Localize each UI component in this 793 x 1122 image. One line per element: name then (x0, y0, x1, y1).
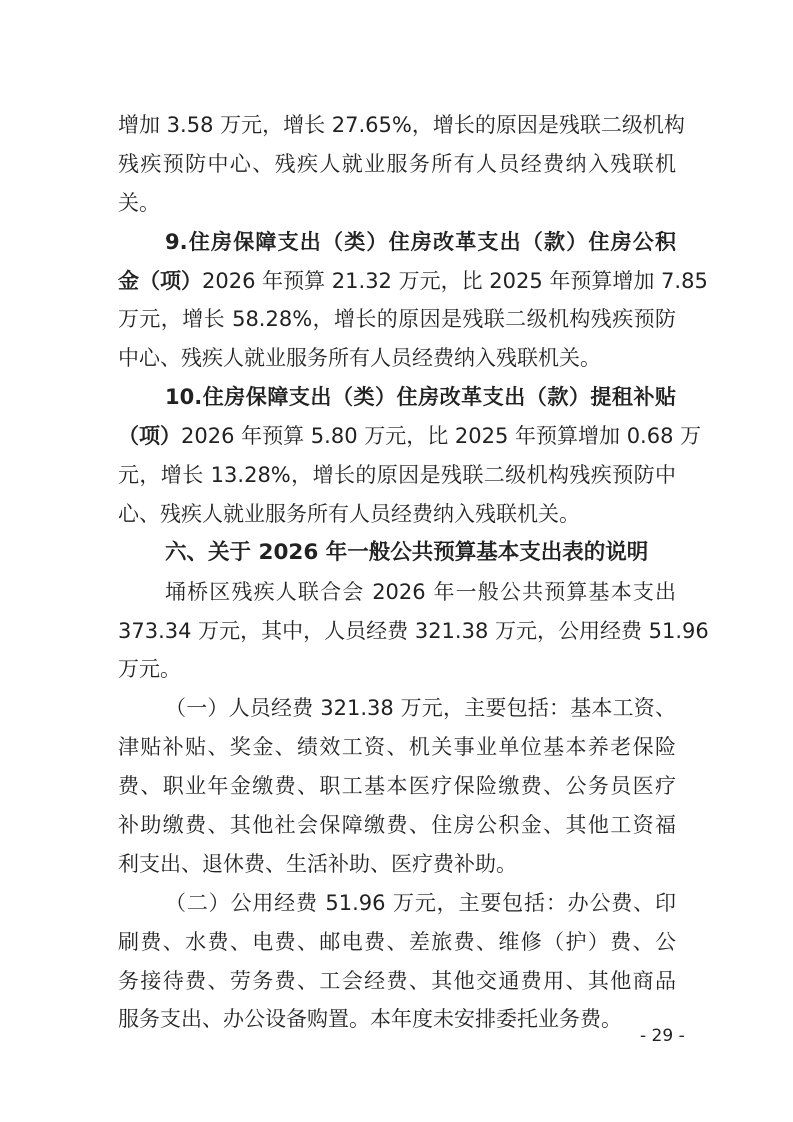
text-line (118, 962, 676, 1001)
line-text: 中心、残疾人就业服务所有人员经费纳入残联机关。 (118, 346, 601, 371)
line-text: 373.34 万元，其中，人员经费 321.38 万元，公用经费 51.96 (118, 618, 709, 643)
text-line (118, 767, 676, 806)
text-line (118, 184, 676, 223)
line-text: 心、残疾人就业服务所有人员经费纳入残联机关。 (118, 501, 580, 526)
line-text: 补助缴费、其他社会保障缴费、住房公积金、其他工资福 (118, 813, 676, 838)
text-line (118, 1000, 676, 1039)
bold-text: 六、关于 2026 年一般公共预算基本支出表的说明 (165, 539, 649, 565)
text-line (118, 339, 676, 378)
text-line (118, 262, 708, 301)
line-text: 残疾预防中心、残疾人就业服务所有人员经费纳入残联机 (118, 151, 676, 176)
bold-text: （项） (118, 424, 181, 449)
line-text: （一）人员经费 321.38 万元，主要包括：基本工资、 (165, 696, 676, 721)
line-text: 2026 年预算 21.32 万元，比 2025 年预算增加 7.85 (202, 268, 708, 293)
text-line (118, 923, 676, 962)
line-text: 2026 年预算 5.80 万元，比 2025 年预算增加 0.68 万 (181, 424, 702, 449)
text-line (118, 378, 676, 417)
line-text: 利支出、退休费、生活补助、医疗费补助。 (118, 851, 517, 876)
text-line (118, 495, 676, 534)
line-text: 刷费、水费、电费、邮电费、差旅费、维修（护）费、公 (118, 929, 676, 954)
text-line (118, 845, 676, 884)
line-text: 元，增长 13.28%，增长的原因是残联二级机构残疾预防中 (118, 463, 676, 488)
text-line (118, 106, 685, 145)
line-text: （二）公用经费 51.96 万元，主要包括：办公费、印 (165, 890, 676, 915)
text-line (118, 884, 676, 923)
text-line (118, 300, 676, 339)
text-line (118, 456, 676, 495)
section-heading (118, 534, 676, 573)
line-text: 津贴补贴、奖金、绩效工资、机关事业单位基本养老保险 (118, 735, 676, 760)
bold-text: 10.住房保障支出（类）住房改革支出（款）提租补贴 (165, 385, 676, 410)
line-text: 费、职业年金缴费、职工基本医疗保险缴费、公务员医疗 (118, 774, 676, 799)
page-number: - 29 - (640, 1026, 685, 1046)
line-text: 埇桥区残疾人联合会 2026 年一般公共预算基本支出 (165, 579, 676, 604)
bold-text: 金（项） (118, 268, 202, 293)
line-text: 万元，增长 58.28%，增长的原因是残联二级机构残疾预防 (118, 307, 676, 332)
line-text: 万元。 (118, 657, 181, 682)
line-text: 服务支出、办公设备购置。本年度未安排委托业务费。 (118, 1007, 622, 1032)
document-body (118, 106, 709, 1039)
text-line (118, 573, 676, 612)
line-text: 务接待费、劳务费、工会经费、其他交通费用、其他商品 (118, 968, 676, 993)
text-line (118, 728, 676, 767)
text-line (118, 689, 676, 728)
text-line (118, 223, 676, 262)
text-line (118, 417, 702, 456)
text-line (118, 650, 676, 689)
text-line (118, 612, 709, 651)
text-line (118, 145, 676, 184)
line-text: 增加 3.58 万元，增长 27.65%，增长的原因是残联二级机构 (118, 113, 685, 137)
line-text: 关。 (118, 190, 160, 215)
bold-text: 9.住房保障支出（类）住房改革支出（款）住房公积 (165, 229, 676, 254)
text-line (118, 806, 676, 845)
